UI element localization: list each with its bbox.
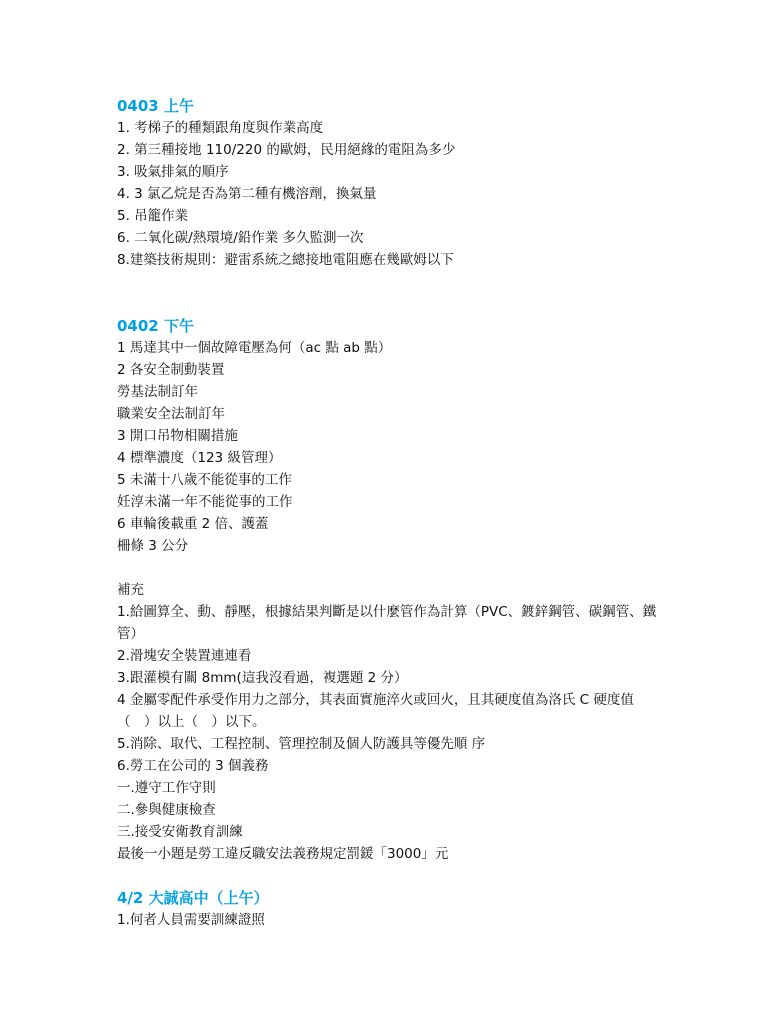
question-line: 三.接受安衛教育訓練 [117, 824, 243, 840]
question-line: 4. 3 氯乙烷是否為第二種有機溶劑，換氣量 [117, 186, 377, 202]
question-line: 5. 吊籠作業 [117, 208, 189, 224]
spacer [117, 271, 677, 315]
document-page [117, 95, 677, 931]
question-line: 職業安全法制訂年 [117, 406, 225, 422]
section-heading-4-2-am: 4/2 大誠高中（上午） [117, 889, 269, 907]
question-line: 6 車輪後載重 2 倍、護蓋 [117, 516, 269, 532]
question-line: 一.遵守工作守則 [117, 780, 216, 796]
question-line: 最後一小題是勞工違反職安法義務規定罰鍰「3000」元 [117, 846, 449, 862]
question-line: 1. 考梯子的種類跟角度與作業高度 [117, 120, 324, 136]
question-line: 2.滑塊安全裝置連連看 [117, 648, 252, 664]
question-line: 6.勞工在公司的 3 個義務 [117, 758, 269, 774]
question-line: 勞基法制訂年 [117, 384, 198, 400]
question-line: 1 馬達其中一個故障電壓為何（ac 點 ab 點） [117, 340, 392, 356]
supplement-label: 補充 [117, 582, 144, 598]
question-line: 二.參與健康檢查 [117, 802, 216, 818]
question-line: 6. 二氧化碳/熱環境/鉛作業 多久監測一次 [117, 230, 364, 246]
question-line: 3. 吸氣排氣的順序 [117, 164, 229, 180]
question-line: 2 各安全制動裝置 [117, 362, 225, 378]
question-line: 3.跟灌模有關 8mm(這我沒看過，複選題 2 分） [117, 670, 408, 686]
spacer [117, 865, 677, 887]
question-line: 5 未滿十八歲不能從事的工作 [117, 472, 292, 488]
question-line: 1.給圖算全、動、靜壓，根據結果判斷是以什麼管作為計算（PVC、鍍鋅鋼管、碳鋼管、鐵管） [117, 604, 657, 642]
question-line: 柵條 3 公分 [117, 538, 189, 554]
question-line: 2. 第三種接地 110/220 的歐姆，民用絕緣的電阻為多少 [117, 142, 456, 158]
question-line: 4 金屬零配件承受作用力之部分，其表面實施淬火或回火，且其硬度值為洛氏 C 硬度值（ ）以上（ ）以下。 [117, 692, 634, 730]
question-line: 4 標準濃度（123 級管理） [117, 450, 282, 466]
question-line: 8.建築技術規則：避雷系統之總接地電阻應在幾歐姆以下 [117, 252, 454, 268]
question-line: 5.消除、取代、工程控制、管理控制及個人防護具等優先順 序 [117, 736, 486, 752]
section-heading-0402-pm: 0402 下午 [117, 317, 194, 335]
question-line: 妊淳未滿一年不能從事的工作 [117, 494, 293, 510]
question-line: 1.何者人員需要訓練證照 [117, 912, 265, 928]
section-heading-0403-am: 0403 上午 [117, 97, 194, 115]
spacer [117, 557, 677, 579]
question-line: 3 開口吊物相關措施 [117, 428, 238, 444]
